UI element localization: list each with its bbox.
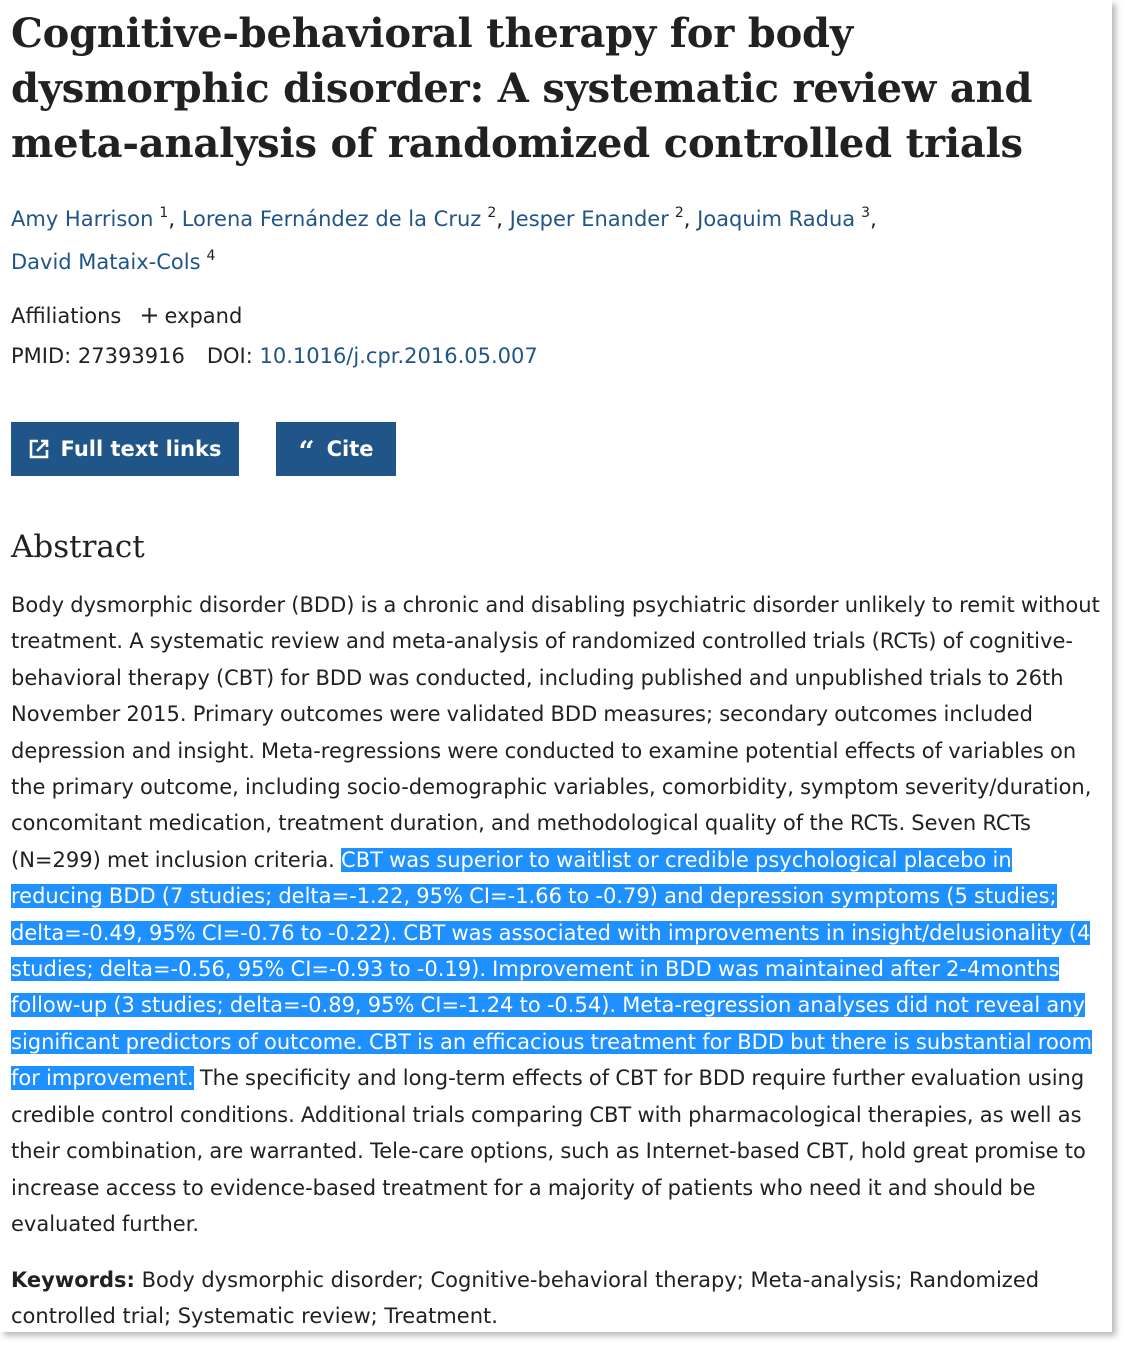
abstract-heading: Abstract	[11, 529, 145, 565]
quote-icon: “	[298, 435, 315, 468]
full-text-links-button[interactable]	[11, 422, 239, 476]
author-link-fernandez[interactable]: Lorena Fernández de la Cruz	[181, 207, 482, 231]
keywords-section	[11, 1262, 1101, 1332]
expand-toggle[interactable]	[121, 301, 243, 329]
pmid-label: PMID:	[11, 344, 72, 368]
keywords-text: Body dysmorphic disorder; Cognitive-behavioral therapy; Meta-analysis; Randomized controlled trial; Systematic review; Treatment.	[11, 1268, 1040, 1329]
affiliations-row	[11, 295, 1106, 336]
doi-label: DOI:	[206, 344, 253, 368]
doi-link[interactable]: 10.1016/j.cpr.2016.05.007	[259, 344, 538, 368]
abstract-text	[11, 587, 1103, 1242]
pmid-value: 27393916	[77, 344, 185, 368]
author-affiliation-number[interactable]: 2	[674, 205, 684, 221]
author-affiliation-number[interactable]: 4	[206, 248, 216, 264]
affiliations-label: Affiliations	[11, 304, 122, 328]
abstract-highlighted-selection: CBT was superior to waitlist or credible psychological placebo in reducing BDD (7 studies; delta=-1.22, 95% CI=-1.66 to -0.79) and depression symptoms (5 studies; delta=-0.49, 95% CI=-0.76 to -0.22). CBT was associated with improvements in insight/delusionality (4 studies; delta=-0.56, 95% CI=-0.93 to -0.19). Improvement in BDD was maintained after 2-4months follow-up (3 studies; delta=-0.89, 95% CI=-1.24 to -0.54). Meta-regression analyses did not reveal any significant predictors of outcome. CBT is an efficacious treatment for BDD but there is substantial room for improvement.	[11, 847, 1093, 1091]
author-link-harrison[interactable]: Amy Harrison	[11, 207, 154, 231]
author-affiliation-number[interactable]: 3	[861, 205, 871, 221]
abstract-part-2: The specificity and long-term effects of CBT for BDD require further evaluation using credible control conditions. Additional trials comparing CBT with pharmacological therapies, as well as their combination, are warranted. Tele-care options, such as Internet-based CBT, hold great promise to increase access to evidence-based treatment for a majority of patients who need it and should be evaluated further.	[11, 1066, 1086, 1236]
author-link-mataix-cols[interactable]: David Mataix-Cols	[11, 250, 201, 274]
identifiers-row	[11, 336, 1106, 376]
author-affiliation-number[interactable]: 1	[159, 205, 169, 221]
keywords-label: Keywords:	[11, 1268, 135, 1292]
cite-button[interactable]	[276, 422, 396, 476]
author-list: Amy Harrison $^1$, Lorena Fernández de la Cruz $^2$, Jesper Enander $^2$, Joaquim Radua $^3$, David Mataix-Cols $^4$	[11, 205, 877, 274]
author-affiliation-number[interactable]: 2	[487, 205, 497, 221]
plus-icon: +	[139, 301, 160, 329]
article-content	[11, 0, 1106, 1329]
abstract-part-1: Body dysmorphic disorder (BDD) is a chronic and disabling psychiatric disorder unlikely to remit without treatment. A systematic review and meta-analysis of randomized controlled trials (RCTs) of cognitive-behavioral therapy (CBT) for BDD was conducted, including published and unpublished trials to 26th November 2015. Primary outcomes were validated BDD measures; secondary outcomes included depression and insight. Meta-regressions were conducted to examine potential effects of variables on the primary outcome, including socio-demographic variables, comorbidity, symptom severity/duration, concomitant medication, treatment duration, and methodological quality of the RCTs. Seven RCTs (N=299) met inclusion criteria.	[11, 593, 1100, 872]
expand-label: expand	[164, 304, 243, 328]
cite-label: Cite	[326, 437, 374, 461]
author-link-radua[interactable]: Joaquim Radua	[697, 207, 856, 231]
external-link-icon	[29, 439, 49, 459]
action-buttons	[11, 422, 396, 476]
full-text-links-label: Full text links	[60, 437, 222, 461]
article-title: Cognitive-behavioral therapy for body dysmorphic disorder: A systematic review and meta-analysis of randomized controlled trials	[11, 10, 1033, 167]
author-link-enander[interactable]: Jesper Enander	[509, 207, 669, 231]
